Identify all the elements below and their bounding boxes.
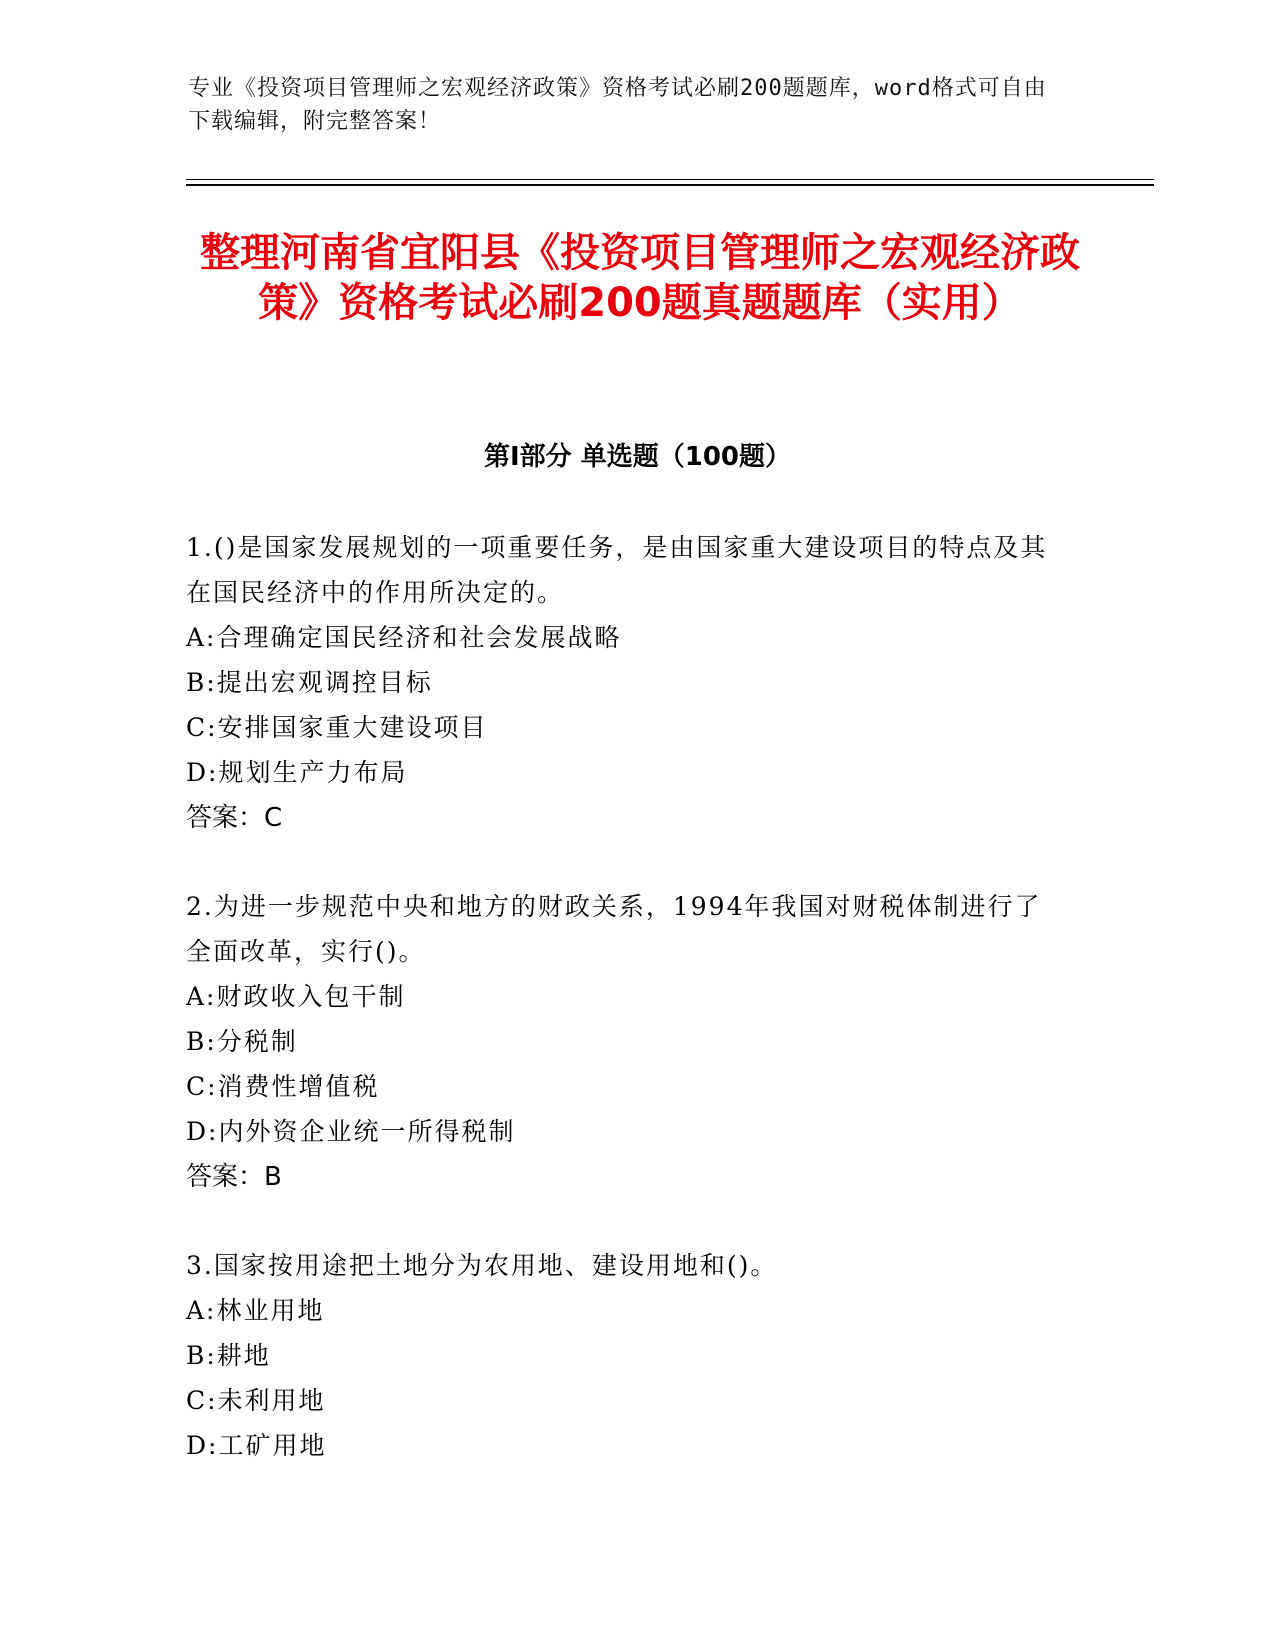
option-d: D:工矿用地 xyxy=(186,1431,327,1460)
question-list xyxy=(186,525,1066,1510)
answer: 答案：C xyxy=(186,803,283,833)
header-divider-thin xyxy=(186,179,1154,180)
option-c: C:未利用地 xyxy=(186,1386,326,1415)
question-stem: 2.为进一步规范中央和地方的财政关系，1994年我国对财税体制进行了全面改革，实行()。 xyxy=(186,892,1042,966)
option-c: C:消费性增值税 xyxy=(186,1072,380,1101)
question-stem: 3.国家按用途把土地分为农用地、建设用地和()。 xyxy=(186,1251,778,1280)
section-title: 第I部分 单选题（100题） xyxy=(484,442,791,472)
option-d: D:规划生产力布局 xyxy=(186,758,408,787)
question-3 xyxy=(186,1243,1066,1468)
question-stem: 1.()是国家发展规划的一项重要任务，是由国家重大建设项目的特点及其在国民经济中的作用所决定的。 xyxy=(186,533,1048,607)
question-1 xyxy=(186,525,1066,842)
document-title: 整理河南省宜阳县《投资项目管理师之宏观经济政策》资格考试必刷200题真题题库（实用） xyxy=(200,230,1080,326)
option-a: A:林业用地 xyxy=(186,1296,325,1325)
option-b: B:耕地 xyxy=(186,1341,271,1370)
header-divider-thick xyxy=(186,184,1154,186)
option-a: A:合理确定国民经济和社会发展战略 xyxy=(186,623,622,652)
option-b: B:分税制 xyxy=(186,1027,298,1056)
answer: 答案：B xyxy=(186,1162,282,1192)
option-c: C:安排国家重大建设项目 xyxy=(186,713,488,742)
option-b: B:提出宏观调控目标 xyxy=(186,668,433,697)
question-2 xyxy=(186,884,1066,1201)
option-d: D:内外资企业统一所得税制 xyxy=(186,1117,516,1146)
header-note: 专业《投资项目管理师之宏观经济政策》资格考试必刷200题题库，word格式可自由下载编辑，附完整答案！ xyxy=(188,76,1047,134)
option-a: A:财政收入包干制 xyxy=(186,982,406,1011)
